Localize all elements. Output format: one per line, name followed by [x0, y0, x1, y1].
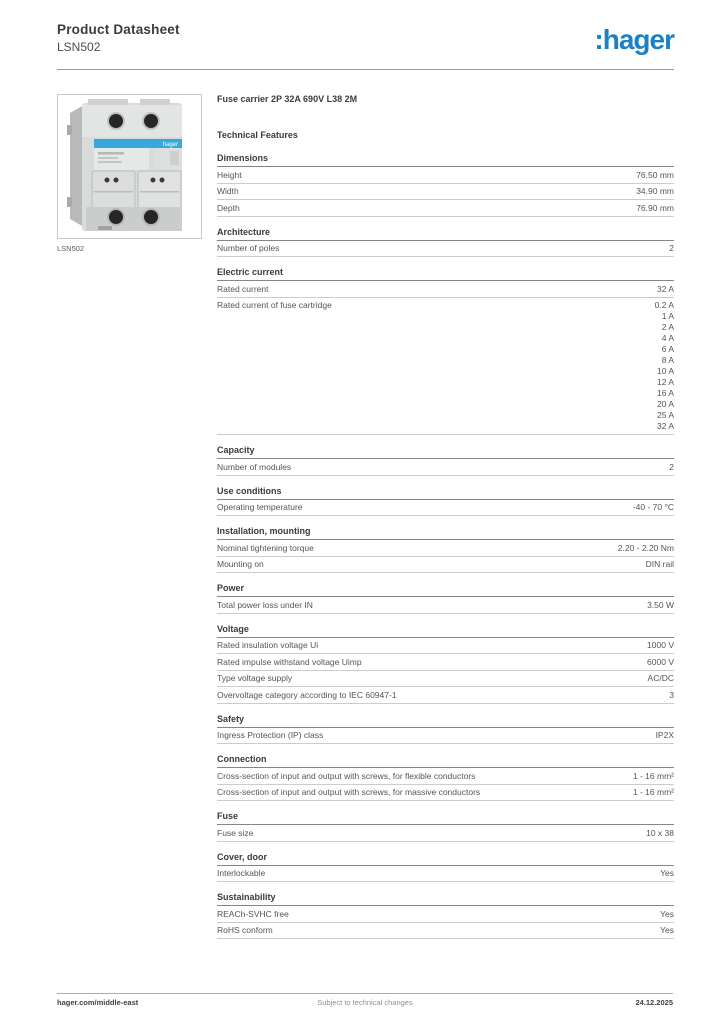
spec-row	[217, 923, 674, 940]
spec-row-value: 0.2 A	[654, 300, 674, 310]
spec-section-title: Cover, door	[217, 852, 674, 866]
spec-row-label: Rated current	[217, 283, 269, 294]
spec-row-value: 16 A	[656, 388, 674, 398]
spec-row	[217, 671, 674, 688]
spec-row-value: 34.90 mm	[636, 186, 674, 196]
spec-sections	[217, 153, 674, 939]
spec-row-label: Operating temperature	[217, 502, 303, 512]
spec-section-title: Power	[217, 583, 674, 597]
footer-website: hager.com/middle-east	[57, 998, 139, 1007]
spec-row-label: RoHS conform	[217, 925, 273, 935]
spec-row-value: 12 A	[656, 377, 674, 387]
footer-divider	[57, 993, 673, 994]
spec-row-label: Depth	[217, 202, 240, 213]
spec-row	[217, 298, 674, 436]
spec-row-label: Interlockable	[217, 868, 266, 878]
spec-section	[217, 486, 674, 517]
spec-row	[217, 281, 674, 298]
spec-row-values	[648, 673, 674, 684]
spec-row-value: 3.50 W	[647, 599, 674, 610]
spec-row-values	[618, 543, 674, 554]
page-title: Product Datasheet	[57, 22, 180, 37]
spec-row-values	[646, 559, 674, 570]
spec-row-label: Overvoltage category according to IEC 60947-1	[217, 689, 397, 700]
spec-row-value: 1 - 16 mm²	[632, 787, 674, 797]
spec-row-label: Mounting on	[217, 559, 264, 569]
spec-row-label: Fuse size	[217, 827, 254, 838]
spec-row-value: 8 A	[661, 355, 674, 365]
spec-row-values	[669, 690, 674, 701]
hager-logo: :hager	[594, 24, 674, 55]
spec-row-label: Rated insulation voltage Ui	[217, 640, 319, 650]
technical-features-heading: Technical Features	[217, 130, 298, 140]
spec-section-title: Electric current	[217, 267, 674, 281]
spec-row-label: Height	[217, 169, 242, 180]
spec-row-value: Yes	[660, 925, 674, 935]
spec-row-label: Type voltage supply	[217, 673, 293, 683]
spec-row-label: Rated current of fuse cartridge	[217, 300, 332, 310]
spec-section-title: Architecture	[217, 227, 674, 241]
spec-row-label: Width	[217, 186, 239, 196]
spec-row-label: Nominal tightening torque	[217, 542, 314, 553]
page-header	[57, 0, 674, 70]
footer-date: 24.12.2025	[635, 998, 673, 1007]
spec-row	[217, 687, 674, 704]
spec-section-title: Sustainability	[217, 892, 674, 906]
spec-row-values	[647, 600, 674, 611]
spec-row-value: 76.50 mm	[636, 169, 674, 180]
spec-row-value: 1000 V	[647, 640, 674, 650]
spec-row-values	[660, 909, 674, 920]
spec-row	[217, 638, 674, 655]
footer-disclaimer: Subject to technical changes	[317, 998, 413, 1007]
spec-row-value: Yes	[660, 868, 674, 878]
spec-row	[217, 728, 674, 745]
spec-row-value: IP2X	[655, 730, 674, 740]
spec-row-value: 1 A	[661, 311, 674, 321]
spec-row-value: 25 A	[656, 410, 674, 420]
spec-row	[217, 167, 674, 184]
spec-section	[217, 811, 674, 842]
spec-row	[217, 184, 674, 201]
spec-table	[217, 94, 674, 939]
spec-section	[217, 267, 674, 435]
spec-row	[217, 241, 674, 258]
product-reference: LSN502	[57, 40, 101, 54]
spec-row-value: 3	[669, 689, 674, 700]
spec-section-title: Installation, mounting	[217, 526, 674, 540]
spec-row-value: 2.20 - 2.20 Nm	[617, 542, 674, 553]
spec-row-label: Ingress Protection (IP) class	[217, 730, 324, 740]
spec-row-values	[669, 243, 674, 254]
spec-row	[217, 866, 674, 883]
spec-section	[217, 583, 674, 614]
spec-section	[217, 227, 674, 258]
spec-section	[217, 714, 674, 745]
spec-row-value: 4 A	[661, 333, 674, 343]
spec-row-label: Rated impulse withstand voltage Uimp	[217, 656, 362, 667]
spec-row	[217, 200, 674, 217]
spec-section	[217, 754, 674, 801]
spec-section	[217, 526, 674, 573]
spec-row-values	[655, 300, 674, 432]
spec-row-value: -40 - 70 °C	[632, 502, 674, 512]
spec-row-value: 1 - 16 mm²	[632, 770, 674, 781]
spec-row-value: 20 A	[656, 399, 674, 409]
spec-row-value: DIN rail	[645, 559, 674, 569]
spec-row	[217, 768, 674, 785]
spec-row-label: Total power loss under IN	[217, 599, 313, 610]
spec-row-value: 10 A	[656, 366, 674, 376]
spec-row-value: 2	[669, 243, 674, 253]
spec-row-values	[660, 868, 674, 879]
spec-row	[217, 459, 674, 476]
spec-row	[217, 557, 674, 574]
spec-row-values	[660, 925, 674, 936]
product-image-brand-label: hager	[162, 142, 178, 148]
spec-row-label: Cross-section of input and output with screws, for flexible conductors	[217, 770, 476, 781]
spec-row	[217, 906, 674, 923]
spec-section	[217, 624, 674, 704]
spec-row-values	[647, 640, 674, 651]
spec-section-title: Voltage	[217, 624, 674, 638]
spec-section	[217, 153, 674, 217]
spec-row-value: AC/DC	[647, 673, 674, 683]
spec-section-title: Fuse	[217, 811, 674, 825]
spec-row-label: Number of modules	[217, 461, 292, 472]
spec-row-values	[636, 186, 674, 197]
spec-section-title: Dimensions	[217, 153, 674, 167]
spec-row-values	[669, 462, 674, 473]
spec-row-values	[633, 771, 674, 782]
spec-row-values	[636, 203, 674, 214]
product-image	[58, 95, 201, 238]
spec-section-title: Use conditions	[217, 486, 674, 500]
spec-row-value: 6000 V	[647, 656, 674, 667]
spec-row-value: 2 A	[661, 322, 674, 332]
spec-row-values	[647, 657, 674, 668]
spec-row-values	[636, 170, 674, 181]
spec-row-values	[633, 787, 674, 798]
product-image-column	[57, 94, 202, 253]
product-title: Fuse carrier 2P 32A 690V L38 2M	[217, 94, 358, 104]
spec-section	[217, 445, 674, 476]
spec-row-value: 6 A	[661, 344, 674, 354]
spec-row-value: 76.90 mm	[636, 202, 674, 213]
spec-row-value: Yes	[660, 908, 674, 919]
spec-row-value: 2	[669, 461, 674, 472]
spec-row-label: Cross-section of input and output with screws, for massive conductors	[217, 787, 481, 797]
spec-row-value: 32 A	[656, 283, 674, 294]
spec-row-values	[633, 502, 674, 513]
spec-row	[217, 785, 674, 802]
spec-row-values	[656, 730, 674, 741]
spec-section-title: Connection	[217, 754, 674, 768]
spec-row-value: 32 A	[656, 421, 674, 431]
spec-row-values	[646, 828, 674, 839]
product-image-caption: LSN502	[57, 244, 85, 253]
spec-row-label: REACh-SVHC free	[217, 908, 289, 919]
product-image-frame	[57, 94, 202, 239]
spec-row-label: Number of poles	[217, 243, 280, 253]
spec-row	[217, 540, 674, 557]
spec-row-values	[657, 284, 674, 295]
spec-row-value: 10 x 38	[646, 827, 674, 838]
spec-section	[217, 852, 674, 883]
spec-section-title: Safety	[217, 714, 674, 728]
spec-section	[217, 892, 674, 939]
spec-row	[217, 654, 674, 671]
spec-row	[217, 597, 674, 614]
spec-row	[217, 825, 674, 842]
spec-row	[217, 500, 674, 517]
spec-section-title: Capacity	[217, 445, 674, 459]
